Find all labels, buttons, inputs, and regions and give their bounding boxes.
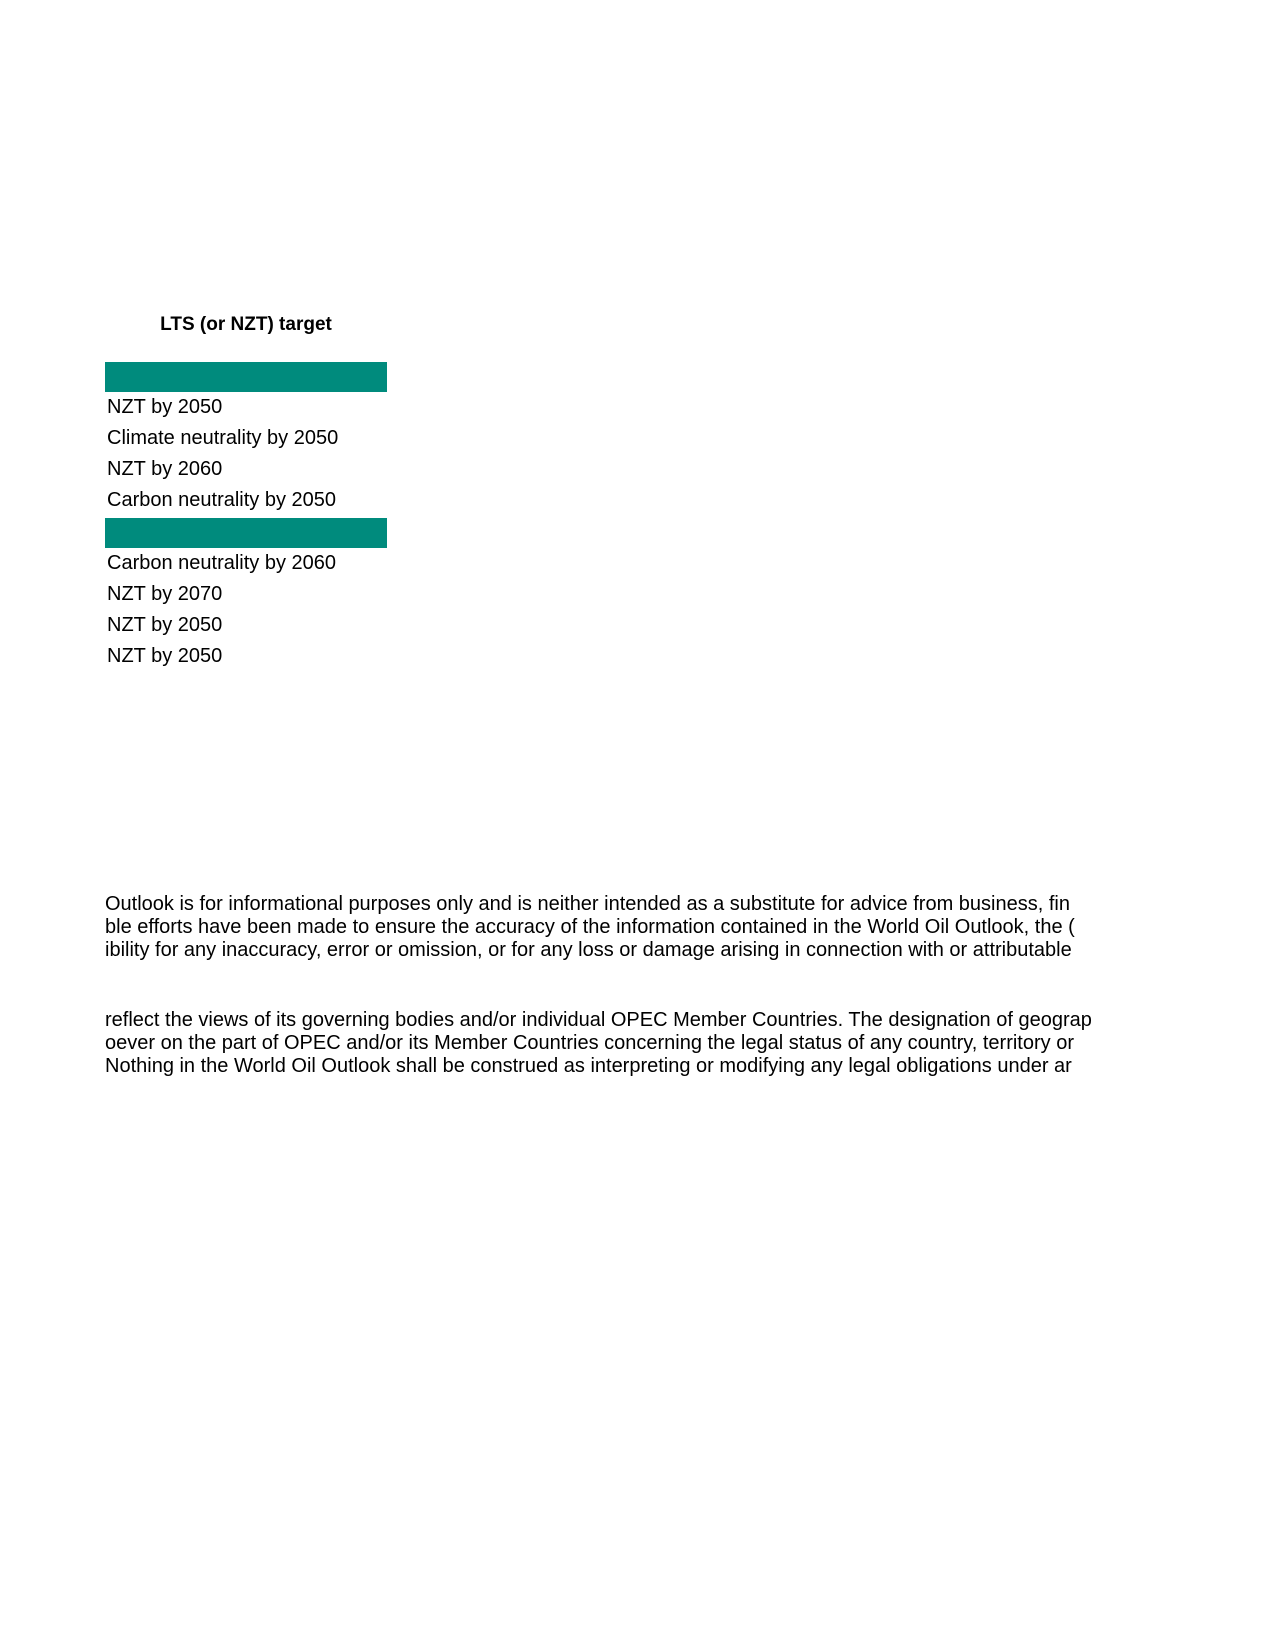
table-row: NZT by 2070 (107, 583, 223, 605)
disclaimer-line: reflect the views of its governing bodies and/or individual OPEC Member Countries. The designation of geograp (105, 1009, 1092, 1031)
column-header: LTS (or NZT) target (160, 314, 332, 335)
disclaimer-line: Nothing in the World Oil Outlook shall be construed as interpreting or modifying any legal obligations under ar (105, 1055, 1072, 1077)
disclaimer-paragraph (105, 893, 1129, 962)
group-band (105, 518, 387, 548)
table-row: Climate neutrality by 2050 (107, 427, 339, 449)
table-row: NZT by 2050 (107, 396, 223, 418)
disclaimer-line: Outlook is for informational purposes only and is neither intended as a substitute for advice from business, fin (105, 893, 1070, 915)
table-row: NZT by 2050 (107, 614, 223, 636)
disclaimer-line: ble efforts have been made to ensure the accuracy of the information contained in the World Oil Outlook, the ( (105, 916, 1075, 938)
disclaimer-paragraph (105, 1009, 1129, 1078)
disclaimer-line: oever on the part of OPEC and/or its Member Countries concerning the legal status of any country, territory or (105, 1032, 1074, 1054)
table-row: Carbon neutrality by 2060 (107, 552, 337, 574)
group-band (105, 362, 387, 392)
disclaimer-line: ibility for any inaccuracy, error or omission, or for any loss or damage arising in connection with or attributable (105, 939, 1072, 961)
table-row: Carbon neutrality by 2050 (107, 489, 337, 511)
table-row: NZT by 2050 (107, 645, 223, 667)
table-row: NZT by 2060 (107, 458, 223, 480)
